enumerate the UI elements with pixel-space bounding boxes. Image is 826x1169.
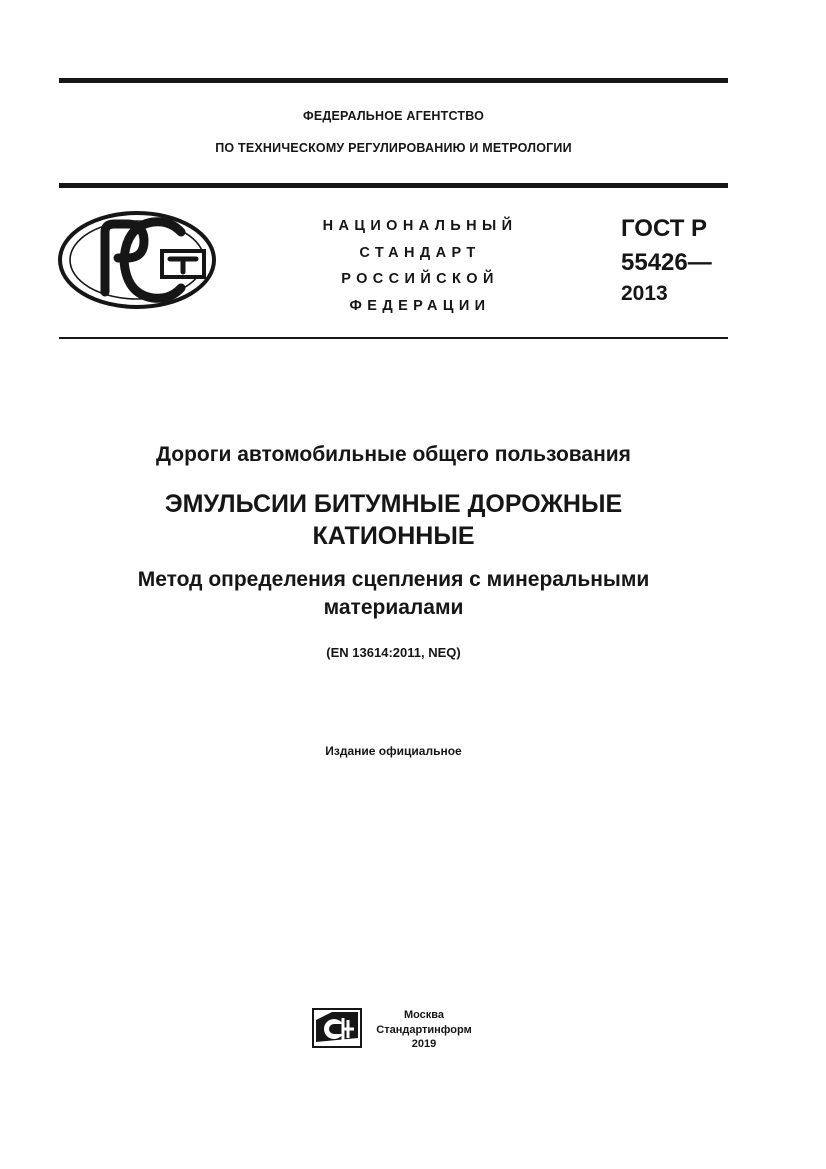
publisher-year: 2019 [411,1038,437,1050]
edition-note: Издание официальное [325,744,462,758]
title-line-2: КАТИОННЫЕ [312,522,475,550]
national-line: НАЦИОНАЛЬНЫЙ [322,218,518,234]
gost-line-1: ГОСТ Р [621,215,708,242]
gost-designation [621,212,731,308]
rst-logo-icon [58,210,218,310]
document-subtitle-2 [59,566,728,622]
standard-reference: (EN 13614:2011, NEQ) [326,645,461,660]
agency-line-1: ФЕДЕРАЛЬНОЕ АГЕНТСТВО [302,109,485,123]
standartinform-logo-icon [312,1008,362,1048]
publisher-imprint [362,1008,486,1052]
document-title [59,488,728,552]
gost-year: 2013 [621,282,668,305]
standard-rule [59,337,728,339]
header-rule [59,183,728,188]
title-line-1: ЭМУЛЬСИИ БИТУМНЫЕ ДОРОЖНЫЕ [164,490,623,518]
publisher-name: Стандартинформ [376,1023,472,1036]
gost-line-2: 55426— [621,249,712,276]
agency-line-2: ПО ТЕХНИЧЕСКОМУ РЕГУЛИРОВАНИЮ И МЕТРОЛОГИИ [215,141,572,155]
top-rule [59,78,728,83]
national-standard-heading [300,213,540,319]
national-line: РОССИЙСКОЙ [341,271,499,287]
subtitle2-line-1: Метод определения сцепления с минеральными [137,568,650,591]
national-line: СТАНДАРТ [359,244,481,261]
national-line: ФЕДЕРАЦИИ [349,297,491,314]
subtitle2-line-2: материалами [323,596,464,619]
document-subtitle-1: Дороги автомобильные общего пользования [156,443,631,466]
publisher-city: Москва [403,1009,445,1021]
